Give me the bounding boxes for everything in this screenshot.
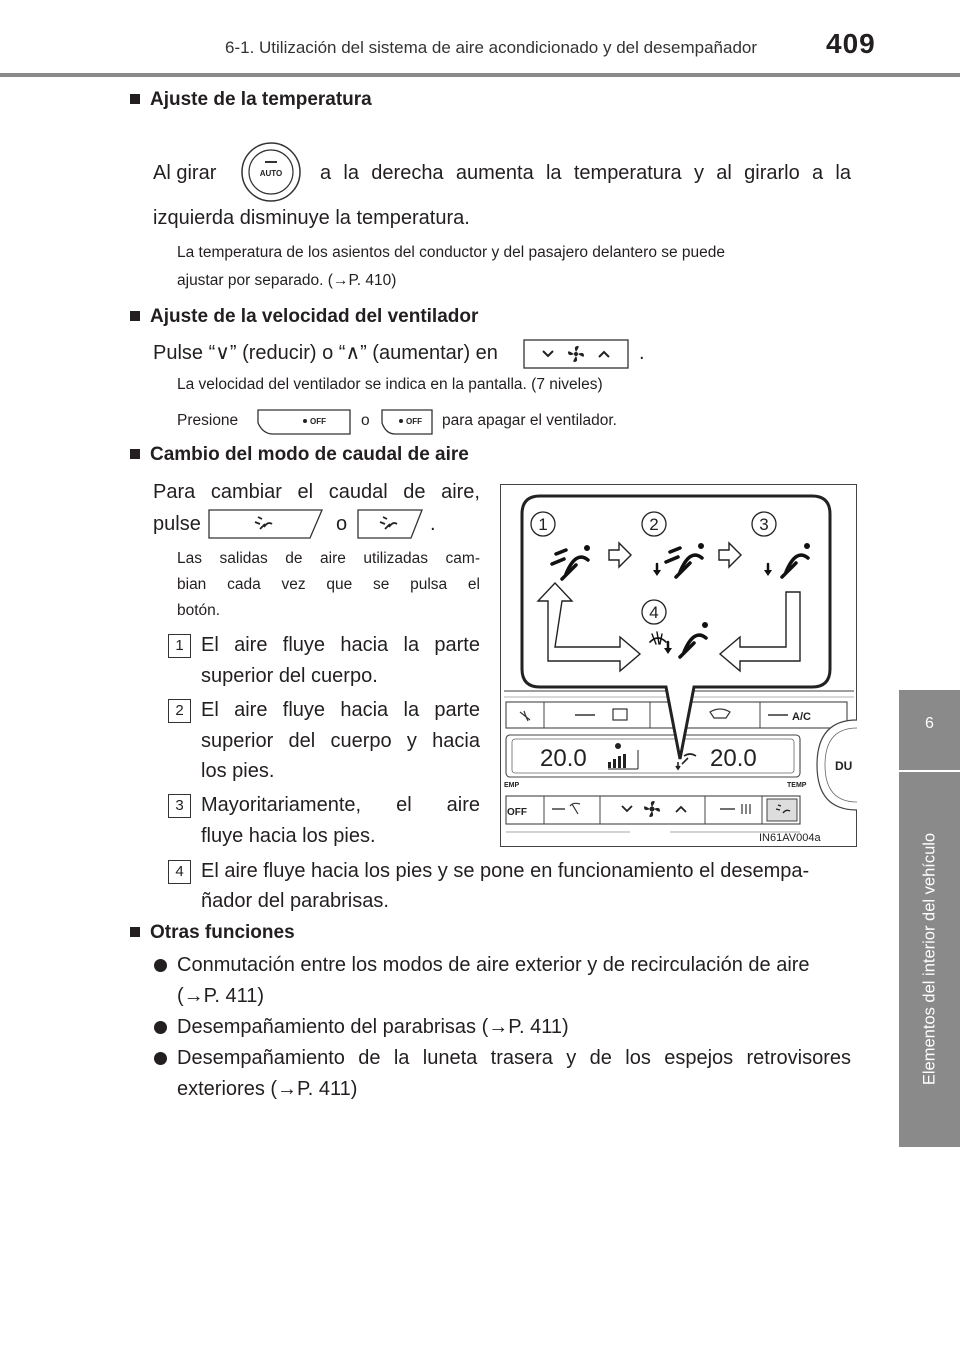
item-3-line2: fluye hacia los pies.	[201, 825, 376, 847]
square-bullet-icon	[130, 94, 140, 104]
off-button-label: OFF	[310, 417, 326, 426]
airflow-note-line1: Las salidas de aire utilizadas cam-	[177, 550, 480, 567]
airflow-button-icon	[208, 509, 323, 539]
item-4-line2: ñador del parabrisas.	[201, 890, 389, 912]
fan-speed-button-icon	[523, 339, 629, 369]
fan-or-label: o	[361, 412, 370, 429]
square-bullet-icon	[130, 449, 140, 459]
ac-label: A/C	[792, 711, 811, 723]
fan-note-line1: La velocidad del ventilador se indica en la pantalla. (7 niveles)	[177, 376, 603, 393]
heading-fan-speed: Ajuste de la velocidad del ventilador	[130, 306, 478, 328]
item-2-line3: los pies.	[201, 760, 275, 782]
right-temp-readout: 20.0	[710, 745, 757, 772]
fan-press-after: para apagar el ventilador.	[442, 412, 617, 429]
fan-off-button-icon	[257, 409, 351, 435]
temp-label-left: EMP	[504, 782, 520, 789]
fan-off-button-alt-icon	[381, 409, 433, 435]
callout-4: 4	[649, 603, 659, 622]
temp-text-before: Al girar	[153, 162, 217, 184]
left-temp-readout: 20.0	[540, 745, 587, 772]
fan-text-before: Pulse “∨” (reducir) o “∧” (aumentar) en	[153, 342, 498, 364]
dual-label: DU	[835, 759, 853, 773]
item-number-2: 2	[168, 699, 191, 723]
callout-2: 2	[649, 515, 659, 534]
airflow-or-label: o	[336, 513, 348, 535]
item-3-line1: Mayoritariamente, el aire	[201, 794, 480, 816]
other-bullet-2-line1: Desempañamiento del parabrisas (→P. 411)	[177, 1016, 569, 1038]
airflow-end-label: .	[430, 513, 436, 535]
temp-note-line2: ajustar por separado. (→P. 410)	[177, 272, 397, 289]
temp-label-right: TEMP	[787, 782, 807, 789]
airflow-note-line2: bian cada vez que se pulsa el	[177, 576, 480, 593]
heading-temperature: Ajuste de la temperatura	[130, 89, 372, 111]
chapter-number: 6	[925, 715, 934, 732]
other-bullet-1-line1: Conmutación entre los modos de aire exterior y de recirculación de aire	[177, 954, 810, 976]
airflow-pulse-label: pulse	[153, 513, 201, 535]
heading-airflow: Cambio del modo de caudal de aire	[130, 444, 469, 466]
airflow-mode-figure	[500, 484, 857, 847]
fan-press-label: Presione	[177, 412, 239, 429]
square-bullet-icon	[130, 927, 140, 937]
callout-1: 1	[538, 515, 548, 534]
other-bullet-3-line1: Desempañamiento de la luneta trasera y de los espejos retrovisores	[177, 1047, 851, 1069]
figure-code: IN61AV004a	[759, 832, 821, 844]
page-number: 409	[826, 28, 876, 59]
heading-other-functions: Otras funciones	[130, 922, 295, 944]
temp-text-after: a la derecha aumenta la temperatura y al girarlo a la	[320, 162, 851, 184]
off-label: OFF	[507, 807, 527, 818]
airflow-button-alt-icon	[357, 509, 423, 539]
running-header: 6-1. Utilización del sistema de aire acondicionado y del desempañador	[225, 38, 758, 57]
bullet-dot-icon	[154, 1052, 167, 1065]
fan-text-after: .	[639, 342, 645, 364]
off-button-label: OFF	[406, 417, 422, 426]
temp-text-line2: izquierda disminuye la temperatura.	[153, 207, 470, 229]
knob-label: AUTO	[259, 169, 283, 178]
callout-3: 3	[759, 515, 769, 534]
item-2-line1: El aire fluye hacia la parte	[201, 699, 480, 721]
item-1-line2: superior del cuerpo.	[201, 665, 378, 687]
auto-knob-icon	[240, 136, 302, 208]
square-bullet-icon	[130, 311, 140, 321]
other-bullet-1-line2: (→P. 411)	[177, 985, 265, 1007]
temp-note-line1: La temperatura de los asientos del conductor y del pasajero delantero se puede	[177, 244, 726, 261]
item-number-4: 4	[168, 860, 191, 884]
item-2-line2: superior del cuerpo y hacia	[201, 730, 480, 752]
item-number-3: 3	[168, 794, 191, 818]
item-1-line1: El aire fluye hacia la parte	[201, 634, 480, 656]
airflow-line1: Para cambiar el caudal de aire,	[153, 481, 480, 503]
bullet-dot-icon	[154, 1021, 167, 1034]
chapter-label: Elementos del interior del vehículo	[920, 832, 939, 1086]
airflow-note-line3: botón.	[177, 602, 221, 619]
item-4-line1: El aire fluye hacia los pies y se pone en funcionamiento el desempa-	[201, 860, 810, 882]
item-number-1: 1	[168, 634, 191, 658]
other-bullet-3-line2: exteriores (→P. 411)	[177, 1078, 358, 1100]
header-rule	[0, 73, 960, 77]
bullet-dot-icon	[154, 959, 167, 972]
